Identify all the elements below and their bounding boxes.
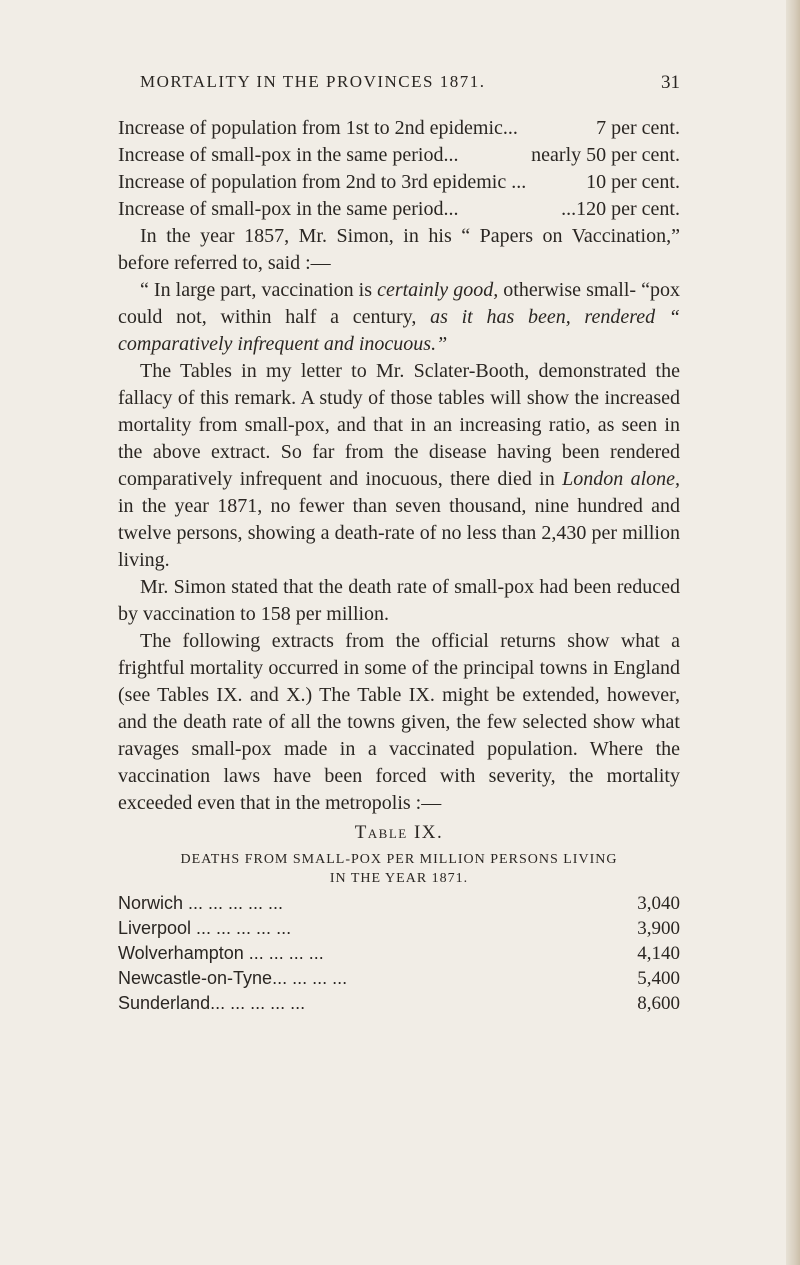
page-edge: [786, 0, 800, 1265]
quote-italic: certainly good,: [377, 279, 499, 301]
quote-italic: as it has been, rendered “ comparatively infrequent and inocuous.”: [118, 306, 680, 355]
paragraph-tables-letter: [118, 358, 680, 574]
page-number: 31: [661, 72, 680, 93]
deaths-table: [118, 891, 680, 1016]
table-row: [118, 941, 680, 966]
table-row: [118, 966, 680, 991]
paragraph-death-rate: Mr. Simon stated that the death rate of small-pox had been reduced by vaccination to 158 per million.: [118, 576, 680, 625]
paragraph-official-returns: The following extracts from the official returns show what a frightful mortality occurred in some of the principal towns in England (see Tables IX. and X.) The Table IX. might be extended, however, and the death rate of all the towns given, the few selected show what ravages small-pox made in a vaccinated population. Where the vaccination laws have been forced with severity, the mortality exceeded even that in the metropolis :—: [118, 630, 680, 814]
stat-value: 7 per cent.: [596, 117, 680, 139]
table-caption: [118, 850, 680, 888]
town-name: Norwich ... ... ... ... ...: [118, 893, 284, 913]
stat-row: [118, 142, 680, 169]
table-row: [118, 991, 680, 1016]
stat-value: ...120 per cent.: [561, 198, 680, 220]
running-title: MORTALITY IN THE PROVINCES 1871.: [140, 72, 486, 91]
stat-label: Increase of population from 2nd to 3rd epidemic ...: [118, 171, 527, 193]
quote-part: “ In large part, vaccination is: [140, 279, 378, 301]
paragraph-simon-1857: In the year 1857, Mr. Simon, in his “ Papers on Vaccination,” before referred to, said :—: [118, 225, 680, 274]
stat-row: [118, 196, 680, 223]
page-body: [118, 115, 680, 1016]
table-row: [118, 891, 680, 916]
stat-row: [118, 169, 680, 196]
para-part: in the year 1871, no fewer than seven thousand, nine hundred and twelve persons, showing a death-rate of no less than 2,430 per million living.: [118, 495, 680, 571]
death-rate: 3,040: [637, 893, 680, 914]
stat-value: nearly 50 per cent.: [531, 144, 680, 166]
para-italic: London alone,: [562, 468, 680, 490]
town-name: Liverpool ... ... ... ... ...: [118, 918, 292, 938]
town-name: Sunderland... ... ... ... ...: [118, 993, 306, 1013]
death-rate: 8,600: [637, 993, 680, 1014]
quotation: [118, 277, 680, 358]
death-rate: 3,900: [637, 918, 680, 939]
table-title: Table IX.: [354, 822, 444, 843]
town-name: Wolverhampton ... ... ... ...: [118, 943, 324, 963]
running-header: [140, 72, 680, 94]
stat-label: Increase of small-pox in the same period...: [118, 144, 459, 166]
town-name: Newcastle-on-Tyne... ... ... ...: [118, 968, 348, 988]
death-rate: 4,140: [637, 943, 680, 964]
stat-label: Increase of small-pox in the same period...: [118, 198, 459, 220]
stat-row: [118, 115, 680, 142]
table-caption-line: DEATHS FROM SMALL-POX PER MILLION PERSONS LIVING: [180, 852, 618, 867]
stat-label: Increase of population from 1st to 2nd epidemic...: [118, 117, 518, 139]
para-part: The Tables in my letter to Mr. Sclater-Booth, demonstrated the fallacy of this remark. A study of those tables will show the increased mortality from small-pox, and that in an increasing ratio, as seen in the above extract. So far from the disease having been rendered comparatively infrequent and inocuous, there died in: [118, 360, 680, 490]
stat-value: 10 per cent.: [586, 171, 680, 193]
death-rate: 5,400: [637, 968, 680, 989]
stats-block: [118, 115, 680, 223]
table-row: [118, 916, 680, 941]
table-caption-line: IN THE YEAR 1871.: [329, 871, 469, 886]
quote-part: otherwise small- “pox could not, within half a century,: [118, 279, 680, 328]
